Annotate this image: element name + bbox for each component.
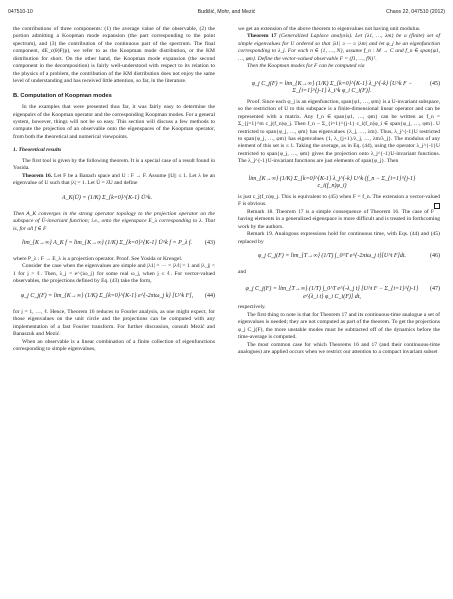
equation-body: φ_j C_j(F) = lim_{T→∞} (1/T) ∫_0^T e^{-λ_j t} [U^t F − Σ_{i=1}^{j-1} e^{λ_i t} φ_i C_i(F)] dt, — [245, 286, 419, 300]
equation-47 — [238, 279, 440, 301]
equation-44 — [13, 289, 215, 306]
paragraph: we get an extension of the above theorem to eigenvalues not having unit modulus. — [238, 26, 421, 32]
theorem-17 — [238, 33, 440, 63]
equation-number: (47) — [430, 286, 440, 293]
equation-46 — [238, 249, 440, 266]
equation-body: φ_j C_j(F) = lim_{T→∞} (1/T) ∫_0^T e^{-2πiω_j t}[U^t F]dt. — [257, 252, 407, 259]
page-header — [8, 9, 445, 19]
paragraph: where P_λ : F → E_λ is a projection operator. Proof. See Yosida or Krengel. — [13, 255, 183, 262]
paragraph-text: is just c_j(f_n)φ_j. This is equivalent to (45) when F = f_n. The extension a vector-valued F is obvious. — [238, 193, 440, 208]
right-column — [238, 26, 440, 357]
journal-reference: Chaos 22, 047510 (2012) — [386, 9, 445, 15]
equation-number: (43) — [205, 239, 215, 246]
equation-body: φ_j C_j(F) = lim_{K→∞} (1/K) Σ_{k=0}^{K-1} λ_j^{-k} [U^k F − Σ_{i=1}^{j-1} λ_i^k φ_i C_i(F)]. — [251, 80, 413, 95]
paragraph: When an observable is a linear combination of a finite collection of eigenfunctions corresponding to simple eigenvalues, — [13, 338, 215, 353]
paragraph — [238, 194, 440, 209]
theorem-label: Theorem 17 — [247, 33, 277, 40]
section-heading: B. Computation of Koopman modes — [13, 92, 112, 99]
paragraph: Consider the case when the eigenvalues are simple and |λ1| = ··· = |λℓ| = 1 and |λ_j| < 1 for j > ℓ. Then, λ_j = e^{iω_j} for some real ω_j, when j ≤ ℓ. For vector-valued observables, the projections defined by Eq. (43) take the form, — [13, 263, 215, 285]
paragraph: The first tool is given by the following theorem. It is a special case of a result found in Yosida. — [13, 157, 215, 172]
left-column — [13, 26, 215, 354]
subsection-heading: 1. Theoretical results — [13, 147, 62, 154]
paragraph: for j = 1, …, ℓ. Hence, Theorem 16 reduces to Fourier analysis, as one might expect, for those eigenvalues on the unit circle and the projections can be computed with any implementation of a fast Fourier transform. For further discussion, consult Mezić and Banaszuk and Mezić. — [13, 308, 215, 338]
equation-body: lim_{K→∞} A_K f = lim_{K→∞} (1/K) Σ_{k=0}^{K-1} Ū^k f = P_λ f. — [21, 239, 192, 246]
equation-body: φ_j C_j(F) = lim_{K→∞} (1/K) Σ_{k=0}^{K-1} e^{-2πiω_j k} [U^k F], — [20, 292, 194, 299]
paragraph: The first thing to note is that for Theorem 17 and its continuous-time analogue a set of eigenvalues is needed; they are not computed as part of the theorem. To get the projections φ_j C_j(F), the more unstable modes must be subtracted off of the dynamics before the time-average is computed. — [238, 311, 440, 341]
equation-43 — [13, 236, 215, 253]
running-authors: Budišić, Mohr, and Mezić — [197, 9, 256, 15]
equation-ak — [13, 191, 215, 208]
theorem-label: Theorem 16. — [22, 172, 53, 179]
paragraph: Proof. Since each φ_j is an eigenfunction, span{φ1, …, φm} is a U-invariant subspace, so the restriction of U to this subspace is a finite-dimensional linear operator and can be represented with a matrix. Any f_n ∈ span{φ1, …, φm} can be written as f_n = Σ_{j=1}^m c_j(f_n)φ_j. Then f_n − Σ_{i=1}^{j-1} c_i(f_n)φ_i ∈ span{φ_j, …, φm}. U restricted to span{φ_j, …, φm} has eigenvalues {λ_j, …, λm}. Thus, λ_j^{-1}U restricted to span{φ_j, …, φm} has eigenvalues {1, λ_{j+1}/λ_j, …, λm/λ_j}. The modulus of any element of this set is ≤ 1. Taking the average, as in Eq. (44), using the operator λ_j^{-1}U restricted to span{φ_j, …, φm} gives the projection onto λ_j^{-1}U-invariant functions. The λ_j^{-1}U-invariant functions are just elements of span{φ_j}. Then — [238, 98, 441, 165]
equation-number: (46) — [430, 252, 440, 259]
equation-body: A_K(Ū) = (1/K) Σ_{k=0}^{K-1} Ū^k. — [61, 194, 153, 201]
equation-body: lim_{K→∞} (1/K) Σ_{k=0}^{K-1} λ_j^{-k} U^k (f_n − Σ_{i=1}^{j-1} c_i(f_n)φ_i) — [248, 175, 416, 190]
equation-number: (45) — [430, 80, 440, 87]
paragraph: respectively. — [238, 304, 266, 311]
paragraph: Then the Koopman modes for F can be computed via — [247, 63, 365, 70]
paragraph: the contributions of three components: (1) the average value of the observable, (2) the portion admitting a Koopman mode expansion (the part corresponding to the point spectrum), and (3) the contribution of the continuous part of the spectrum. The final component, dE_c(θ)F(p), we refer to as the Koopman mode distribution, or the KM distribution for short. On the other hand, the Koopman mode expansion (the second component in the decomposition) is fairly well-understood with respect to its relation to the physics of a problem, the contribution of the KM distribution does not enjoy the same level of understanding and has received little attention, so far, in the literature. — [13, 26, 215, 85]
paragraph: In the examples that were presented thus far, it was fairly easy to determine the eigenpairs of the Koopman operator and the corresponding Koopman modes. For a general system, however, things will not be so easy. This section will discuss a few methods to compute the projection of an observable onto the eigenspaces of the Koopman operator, from both the theoretical and numerical viewpoints. — [13, 104, 215, 140]
page-number: 047510-10 — [8, 9, 33, 15]
paragraph: Remark 18. Theorem 17 is a simple consequence of Theorem 16. The case of F having elements in a generalized eigenspace is more difficult and is treated in forthcoming work by the authors. — [238, 208, 440, 230]
equation-45 — [238, 74, 440, 96]
paragraph: Then A_K converges in the strong operator topology to the projection operator on the subspace of Ū-invariant function; i.e., onto the eigenspace E_λ corresponding to λ. That is, for all f ∈ F — [13, 210, 215, 232]
paragraph: and — [238, 268, 247, 275]
equation-number: (44) — [205, 292, 215, 299]
paragraph: Remark 19. Analogous expressions hold for continuous time, with Eqs. (44) and (45) replaced by — [238, 231, 440, 245]
theorem-16 — [13, 173, 215, 188]
equation-proof — [238, 169, 440, 191]
paragraph: The most common case for which Theorems 16 and 17 (and their continuous-time analogues) are applied occurs when we restrict our attention to a compact invariant subset — [238, 341, 440, 356]
theorem-text: (Generalized Laplace analysis). Let {λ1, …, λm} be a (finite) set of simple eigenvalues for U ordered so that |λ1| ≥ ··· ≥ |λm| and let φ_j be an eigenfunction corresponding to λ_j. For each n ∈ {1, …, N}, assume f_n : M → C and f_n ∈ span{φ1, …, φm}. Define the vector-valued observable F = (f1, …, fN)ᵀ. — [238, 33, 440, 62]
theorem-text: Let F be a Banach space and U : F → F. Assume ||U|| ≤ 1. Let λ be an eigenvalue of U such that |λ| = 1. Let Ū = λ̄U and define — [13, 172, 215, 187]
qed-icon — [434, 203, 440, 209]
